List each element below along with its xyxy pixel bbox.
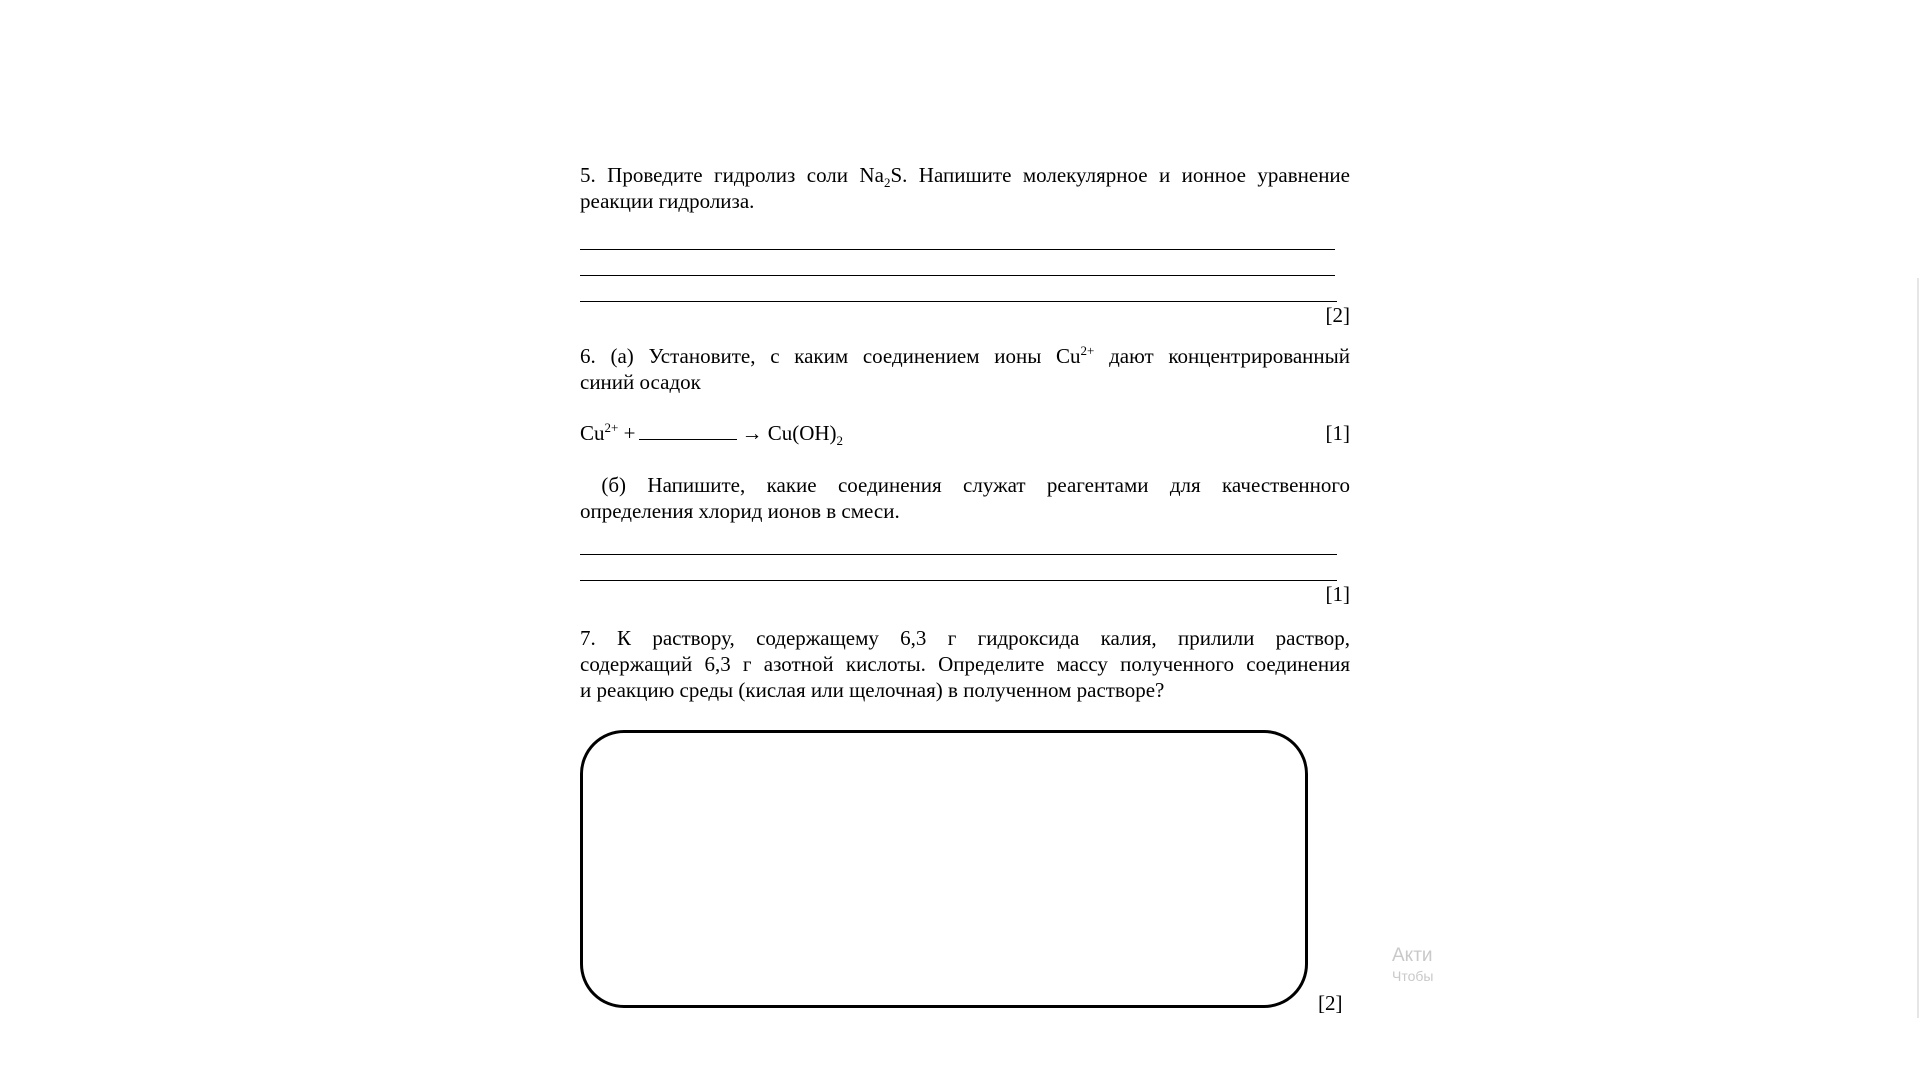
q6b-mark-row: [580, 581, 1350, 607]
question-5: [580, 162, 1350, 328]
q7-text-line3: и реакцию среды (кислая или щелочная) в полученном растворе?: [580, 678, 1165, 702]
q5-mark: [2]: [1325, 303, 1350, 327]
question-7: [580, 625, 1350, 703]
watermark-line2: Чтобы: [1392, 968, 1434, 984]
watermark-line1: Акти: [1392, 945, 1433, 966]
page-edge-divider: [1917, 278, 1919, 1018]
q5-text: 5. Проведите гидролиз соли $Na_2S$. Напишите молекулярное и ионное уравнение: [580, 163, 1350, 191]
q6a-text: 6. (а) Установите, с каким соединением ионы $Cu^{2+}$ дают концентрированный: [580, 343, 1350, 368]
q6a-text-line2: синий осадок: [580, 370, 701, 394]
q6a-mark: [1]: [1325, 421, 1350, 445]
q6a-equation: $Cu^{2+}$ + → $Cu(OH)_2$ [1]: [580, 420, 1350, 449]
q6b-mark: [1]: [1325, 582, 1350, 606]
q5-mark-row: [580, 302, 1350, 328]
activation-watermark: [1392, 945, 1433, 985]
q6b-text: (б) Напишите, какие соединения служат реагентами для качественного: [580, 473, 1350, 497]
q6b-text-line2: определения хлорид ионов в смеси.: [580, 499, 900, 523]
q7-mark: [2]: [1318, 991, 1343, 1015]
q7-text-line1: 7. К раствору, содержащему 6,3 г гидроксида калия, прилили раствор,: [580, 626, 1350, 650]
answer-line[interactable]: [580, 276, 1337, 302]
q5-text-line2: реакции гидролиза.: [580, 189, 755, 213]
q7-text-line2: содержащий 6,3 г азотной кислоты. Определите массу полученного соединения: [580, 652, 1350, 676]
answer-box[interactable]: [580, 730, 1308, 1008]
answer-line[interactable]: [580, 250, 1335, 276]
question-6: [580, 343, 1350, 607]
answer-line[interactable]: [580, 555, 1337, 581]
equation-blank[interactable]: [639, 421, 737, 440]
answer-line[interactable]: [580, 224, 1335, 250]
answer-line[interactable]: [580, 529, 1337, 555]
